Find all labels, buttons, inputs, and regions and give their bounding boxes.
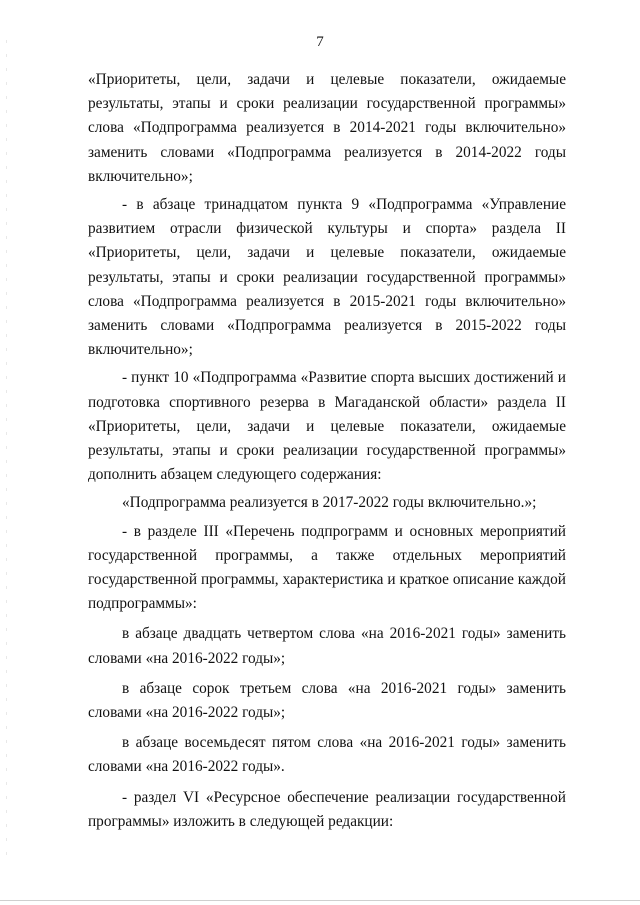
paragraph-9: - раздел VI «Ресурсное обеспечение реализации государственной программы» изложить в следующей редакции: (88, 788, 566, 830)
paragraph-7: в абзаце сорок третьем слова «на 2016-2021 годы» заменить словами «на 2016-2022 годы»; (88, 679, 566, 722)
page-number: 7 (316, 34, 324, 50)
paragraph-2: - в абзаце тринадцатом пункта 9 «Подпрограмма «Управление развитием отрасли физической культуры и спорта» раздела II «Приоритеты, цели, задачи и целевые показатели, ожидаемые результаты, этапы и сроки реализации государственной программы» слова «Подпрограмма реализуется в 2015-2021 годы включительно» заменить словами «Подпрограмма реализуется в 2015-2022 годы включительно»; (88, 196, 566, 359)
document-body (88, 68, 566, 838)
scan-edge-left (6, 40, 7, 860)
paragraph-4: «Подпрограмма реализуется в 2017-2022 годы включительно.»; (122, 494, 537, 512)
paragraph-5: - в разделе III «Перечень подпрограмм и основных мероприятий государственной программы, а также отдельных мероприятий государственной программы, характеристика и краткое описание каждой подпрограммы»: (88, 522, 566, 613)
paragraph-3: - пункт 10 «Подпрограмма «Развитие спорта высших достижений и подготовка спортивного резерва в Магаданской области» раздела II «Приоритеты, цели, задачи и целевые показатели, ожидаемые результаты, этапы и сроки реализации государственной программы» дополнить абзацем следующего содержания: (88, 369, 566, 484)
paragraph-8: в абзаце восемьдесят пятом слова «на 2016-2021 годы» заменить словами «на 2016-2022 годы». (88, 734, 566, 776)
paragraph-1: «Приоритеты, цели, задачи и целевые показатели, ожидаемые результаты, этапы и сроки реализации государственной программы» слова «Подпрограмма реализуется в 2014-2021 годы включительно» заменить словами «Подпрограмма реализуется в 2014-2022 годы включительно»; (88, 71, 566, 185)
paragraph-6: в абзаце двадцать четвертом слова «на 2016-2021 годы» заменить словами «на 2016-2022 годы»; (88, 625, 566, 667)
scan-edge-bottom (0, 900, 640, 901)
